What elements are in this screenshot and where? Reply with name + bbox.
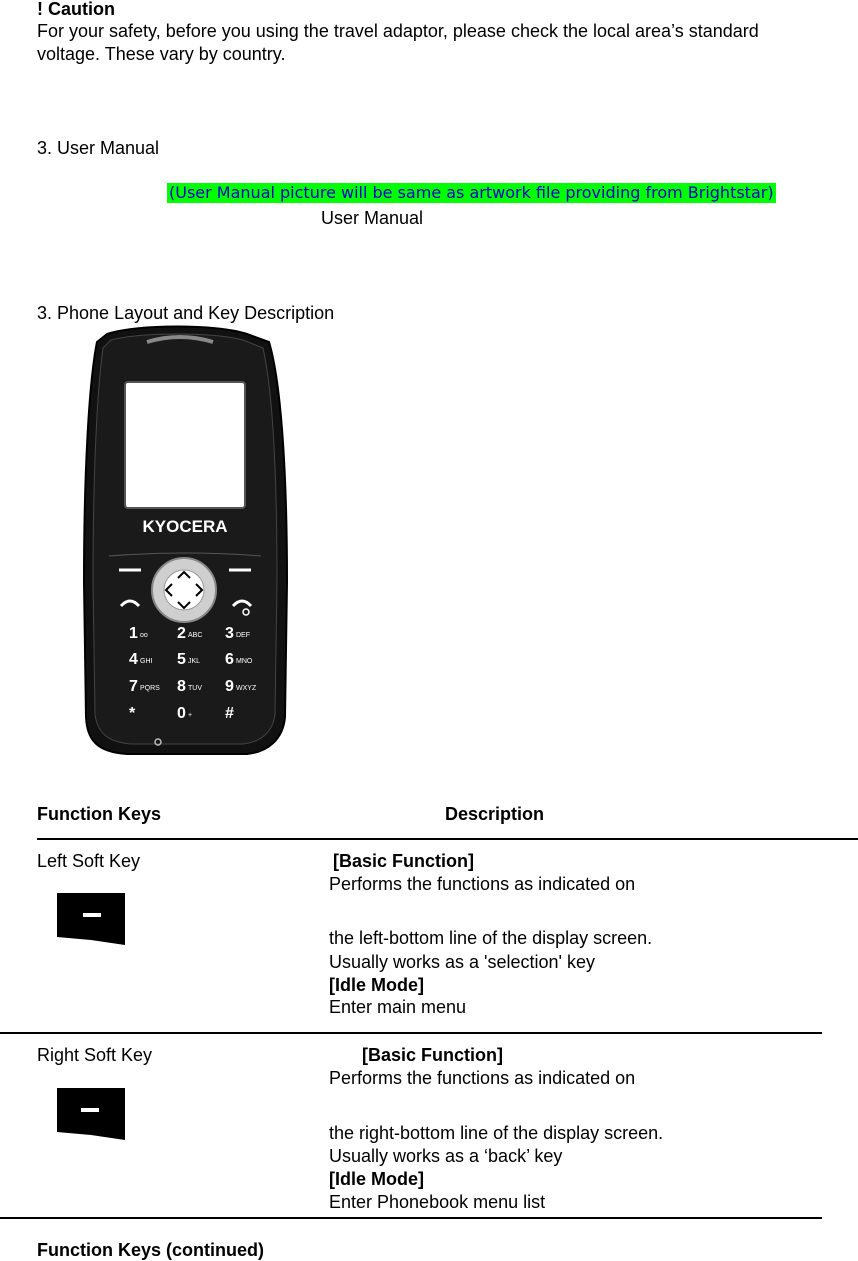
- right-soft-key-icon: [57, 1088, 127, 1140]
- row-left-soft-key-name: Left Soft Key: [37, 851, 141, 871]
- column-header-description: Description: [445, 804, 545, 824]
- left-soft-key-icon: [57, 893, 127, 945]
- row2-desc-line1: Performs the functions as indicated on: [329, 1068, 636, 1088]
- row2-idle-mode-label: [Idle Mode]: [329, 1169, 424, 1189]
- keypad-key-letters: +: [188, 712, 193, 719]
- keypad-key-digit: 7: [129, 678, 138, 695]
- keypad-key-letters: DEF: [236, 632, 250, 639]
- brand-logo: KYOCERA: [142, 517, 228, 536]
- row1-rule: [0, 1032, 822, 1034]
- row1-desc-line1: Performs the functions as indicated on: [329, 874, 636, 894]
- row2-basic-function-label: [Basic Function]: [362, 1045, 504, 1065]
- row1-desc-line2: the left-bottom line of the display screen.: [329, 928, 653, 948]
- keypad-key: [129, 705, 136, 722]
- row1-desc-line3: Usually works as a 'selection' key: [329, 952, 595, 972]
- keypad-key-letters: GHI: [140, 658, 153, 665]
- caution-text-line2: voltage. These vary by country.: [37, 44, 286, 64]
- row1-basic-function-label: [Basic Function]: [333, 851, 475, 871]
- user-manual-note: (User Manual picture will be same as artwork file providing from Brightstar): [169, 183, 774, 202]
- row-right-soft-key-name: Right Soft Key: [37, 1045, 153, 1065]
- user-manual-label: User Manual: [321, 208, 424, 228]
- phone-layout-heading: 3. Phone Layout and Key Description: [37, 303, 335, 323]
- row2-desc-line2: the right-bottom line of the display screen.: [329, 1123, 664, 1143]
- user-manual-heading: 3. User Manual: [37, 138, 160, 158]
- keypad-key-digit: 1: [129, 625, 138, 642]
- keypad-key: [225, 705, 234, 722]
- row2-desc-line3: Usually works as a ‘back’ key: [329, 1146, 563, 1166]
- keypad-key-digit: 2: [177, 625, 186, 642]
- keypad-key-digit: 8: [177, 678, 186, 695]
- row2-rule: [0, 1217, 822, 1219]
- keypad-key-letters: MNO: [236, 658, 253, 665]
- function-keys-continued-heading: Function Keys (continued): [37, 1240, 264, 1260]
- caution-heading: ! Caution: [37, 0, 115, 19]
- keypad-key-digit: 3: [225, 625, 234, 642]
- column-header-function-keys: Function Keys: [37, 804, 162, 824]
- keypad-key-digit: 9: [225, 678, 234, 695]
- table-header-rule: [37, 838, 858, 840]
- keypad-key-letters: WXYZ: [236, 685, 257, 692]
- keypad-key-digit: 4: [129, 651, 138, 668]
- caution-text-line1: For your safety, before you using the travel adaptor, please check the local area’s standard: [37, 21, 759, 41]
- keypad-key-digit: 5: [177, 651, 186, 668]
- keypad-key-digit: 6: [225, 651, 234, 668]
- row1-desc-line4: Enter main menu: [329, 997, 467, 1017]
- keypad-key-digit: 0: [177, 705, 186, 722]
- keypad-key-letters: oo: [140, 632, 148, 639]
- keypad-key-letters: PQRS: [140, 685, 160, 692]
- keypad-key-letters: JKL: [188, 658, 201, 665]
- keypad-key-digit: #: [225, 705, 234, 722]
- phone-illustration: [37, 322, 319, 756]
- row2-desc-line4: Enter Phonebook menu list: [329, 1192, 546, 1212]
- keypad-key-digit: *: [129, 705, 136, 722]
- keypad-key-letters: ABC: [188, 632, 203, 639]
- keypad-key-letters: TUV: [188, 685, 202, 692]
- row1-idle-mode-label: [Idle Mode]: [329, 975, 424, 995]
